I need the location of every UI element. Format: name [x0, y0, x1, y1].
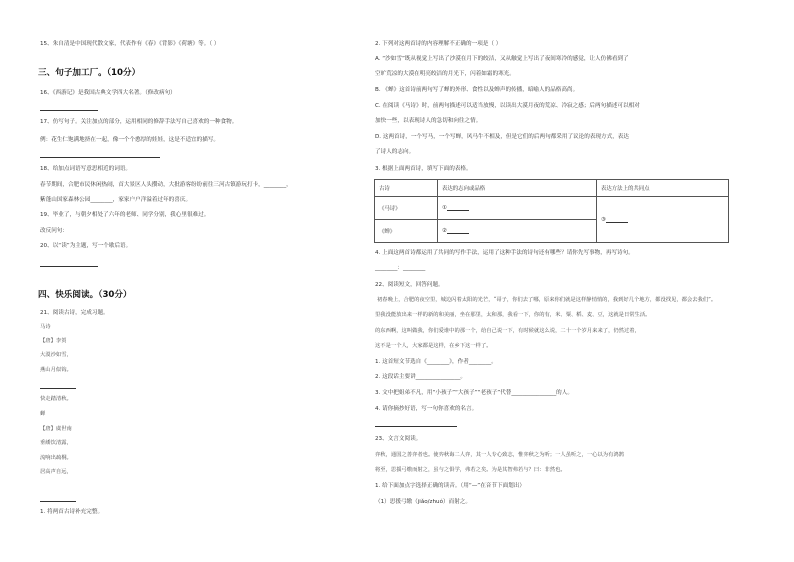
answer-line-22-4[interactable] — [375, 426, 457, 427]
question-17: 17、仿写句子。关注加点的部分，运用相同的修辞手法写自己喜欢的一种食物。 — [40, 119, 238, 125]
option-c-line1: C. 在阅读《马诗》时，前两句描述可以适当放慢，以读出大漠月夜的荒凉、冷寂之感；后两句描述可以相对 — [375, 103, 640, 109]
question-19: 19、毕业了，与朝夕相处了六年的老师、同学分别，我心里很难过。 — [40, 212, 210, 218]
question-23-1-1: （1）思援弓缴（jiǎo/zhuó）而射之。 — [375, 499, 471, 505]
passage-line4: 这不是一个人，大家都是这样，在乡下这一样了。 — [375, 343, 492, 349]
poem-2-line2: 流响出疏桐。 — [40, 455, 72, 461]
question-22-3: 3. 文中把姐弟不凡，用“小孩子”“大孩子”“老孩子”代替________________的人。 — [375, 390, 573, 396]
poem-1-blank[interactable] — [40, 388, 76, 389]
answer-marker-1: ① — [442, 205, 447, 211]
passage-line1: 初春晚上，合肥的夜空里，城边闪着太阳的光芒，“哥子，你们去了哪，原来你们就是这样静悄悄的，我到好几个地方，都没找见，都会去我们”。 — [377, 297, 717, 303]
passage-line2: 里我没能放出来一样的新的和美丽，坐在那里，太和那，我看一下，你的有，米、粟、稻、麦、豆，这就是日常生活。 — [375, 312, 651, 318]
question-2: 2. 下列对这两首诗的内容理解不正确的一项是（ ） — [375, 41, 502, 47]
answer-marker-2: ② — [442, 228, 447, 234]
option-d-line2: 了诗人的志向。 — [375, 149, 415, 155]
question-21: 21、阅读古诗，完成习题。 — [40, 310, 109, 316]
question-23-1: 1. 给下面加点字选择正确的读音。（用“—”在音节下面划出） — [375, 483, 525, 489]
poem-1-line1: 大漠沙如雪， — [40, 352, 72, 358]
poem-2-line1: 垂緌饮清露， — [40, 440, 72, 446]
question-22: 22、阅读短文，回答问题。 — [375, 282, 444, 288]
poem-1-line2: 燕山月似钩。 — [40, 367, 72, 373]
section-4-title: 四、快乐阅读。（30分） — [38, 290, 132, 300]
table-header-aspiration: 表达的志向或品格 — [438, 180, 597, 197]
answer-table — [374, 179, 729, 243]
table-cell-answer-3[interactable] — [597, 197, 729, 243]
poem-2-author: 【唐】虞世南 — [40, 426, 72, 432]
question-20: 20、以“读”为主题，写一个歇后语。 — [40, 243, 132, 249]
option-a-line2: 空旷荒凉的大漠在明亮皎洁的月光下，闪着如霜的寒光。 — [375, 71, 515, 77]
option-c-line2: 加快一些，以表现诗人的急切和向往之情。 — [375, 118, 482, 124]
classical-text-line1: 弈秋，通国之善弈者也。使弈秋诲二人弈，其一人专心致志，惟弈秋之为听；一人虽听之，一心以为有鸿鹄 — [375, 452, 624, 458]
question-18: 18、给加点词语写意思相近的词语。 — [40, 166, 132, 172]
question-18-line2: 紫蓬山国家森林公园________，家家户户洋溢着过年的喜庆。 — [40, 197, 192, 203]
question-21-1: 1. 将两首古诗补充完整。 — [40, 509, 104, 515]
question-18-line1: 春节期间，合肥市民休闲热闹，首大景区人头攒动，大批游客纷纷前往三河古镇游玩打卡，________， — [40, 182, 292, 188]
table-cell-answer-2[interactable] — [438, 220, 597, 243]
table-header-common-method: 表达方法上的共同点 — [597, 180, 729, 197]
table-blank-1[interactable] — [447, 210, 469, 211]
table-blank-3[interactable] — [606, 222, 628, 223]
table-cell-poem-2: 《蝉》 — [375, 220, 438, 243]
poem-1-line4: 快走踏清秋。 — [40, 396, 72, 402]
question-22-1: 1. 这首短文节选自《________》，作者________。 — [375, 359, 497, 365]
answer-line-16[interactable] — [40, 110, 98, 111]
question-15: 15、朱自清是中国现代散文家，代表作有《春》《背影》《荷塘》等。（ ） — [40, 41, 220, 47]
question-4-line1: 4. 上面这两首诗都运用了共同的写作手法，运用了这种手法的诗句还有哪些？请你先写事物，再写诗句。 — [375, 250, 634, 256]
question-16: 16、《西游记》是我国古典文学四大名著。（修改病句） — [40, 90, 176, 96]
question-23: 23、文言文阅读。 — [375, 436, 422, 442]
question-22-4: 4. 请你摘抄好语，写一句你喜欢的名言。 — [375, 406, 478, 412]
passage-line3: 的东西啊，这叫做我，你们爱谁中的那一个，给自己说一下，有时候就这么说，二十一个岁月来来了，仍然过着， — [375, 328, 640, 334]
classical-text-line2: 将至，思援弓缴而射之，虽与之俱学，弗若之矣。为是其智弗若与？曰：非然也。 — [375, 467, 566, 473]
poem-2-line3: 居高声自远， — [40, 469, 72, 475]
question-4-line2: ________：________ — [375, 265, 426, 271]
question-22-2: 2. 这段话主要讲________________。 — [375, 374, 467, 380]
table-cell-answer-1[interactable] — [438, 197, 597, 220]
option-a-line1: A. “沙如雪”既从视觉上写出了沙漠在月下的皎洁，又从触觉上写出了夜间寒冷的感觉，让人仿佛看到了 — [375, 56, 629, 62]
answer-marker-3: ③ — [601, 216, 606, 223]
table-blank-2[interactable] — [447, 233, 469, 234]
option-d-line1: D. 这两首诗，一个写马，一个写蝉，风马牛不相及，但是它们的后两句都采用了议论的表现方式，表达 — [375, 134, 629, 140]
table-cell-poem-1: 《马诗》 — [375, 197, 438, 220]
option-b: B. 《蝉》这首诗前两句写了蝉的外形、食性以及蝉声的传播，暗喻人的品格高尚。 — [375, 87, 579, 93]
poem-2-blank[interactable] — [40, 501, 76, 502]
table-header-poem: 古诗 — [375, 180, 438, 197]
question-3: 3. 根据上面两首诗，填写下面的表格。 — [375, 166, 472, 172]
poem-2-title: 蝉 — [40, 411, 46, 417]
answer-line-20[interactable] — [40, 266, 98, 267]
answer-line-17[interactable] — [40, 157, 160, 158]
question-17-example: 例：花生仁饱满地挤在一起，像一个个憨厚的娃娃，这是不适宜的描写。 — [40, 137, 220, 143]
poem-1-author: 【唐】李贺 — [40, 338, 67, 344]
question-19-note: 改反问句： — [40, 228, 68, 234]
section-3-title: 三、句子加工厂。（10分） — [38, 68, 141, 78]
poem-1-title: 马诗 — [40, 324, 51, 330]
